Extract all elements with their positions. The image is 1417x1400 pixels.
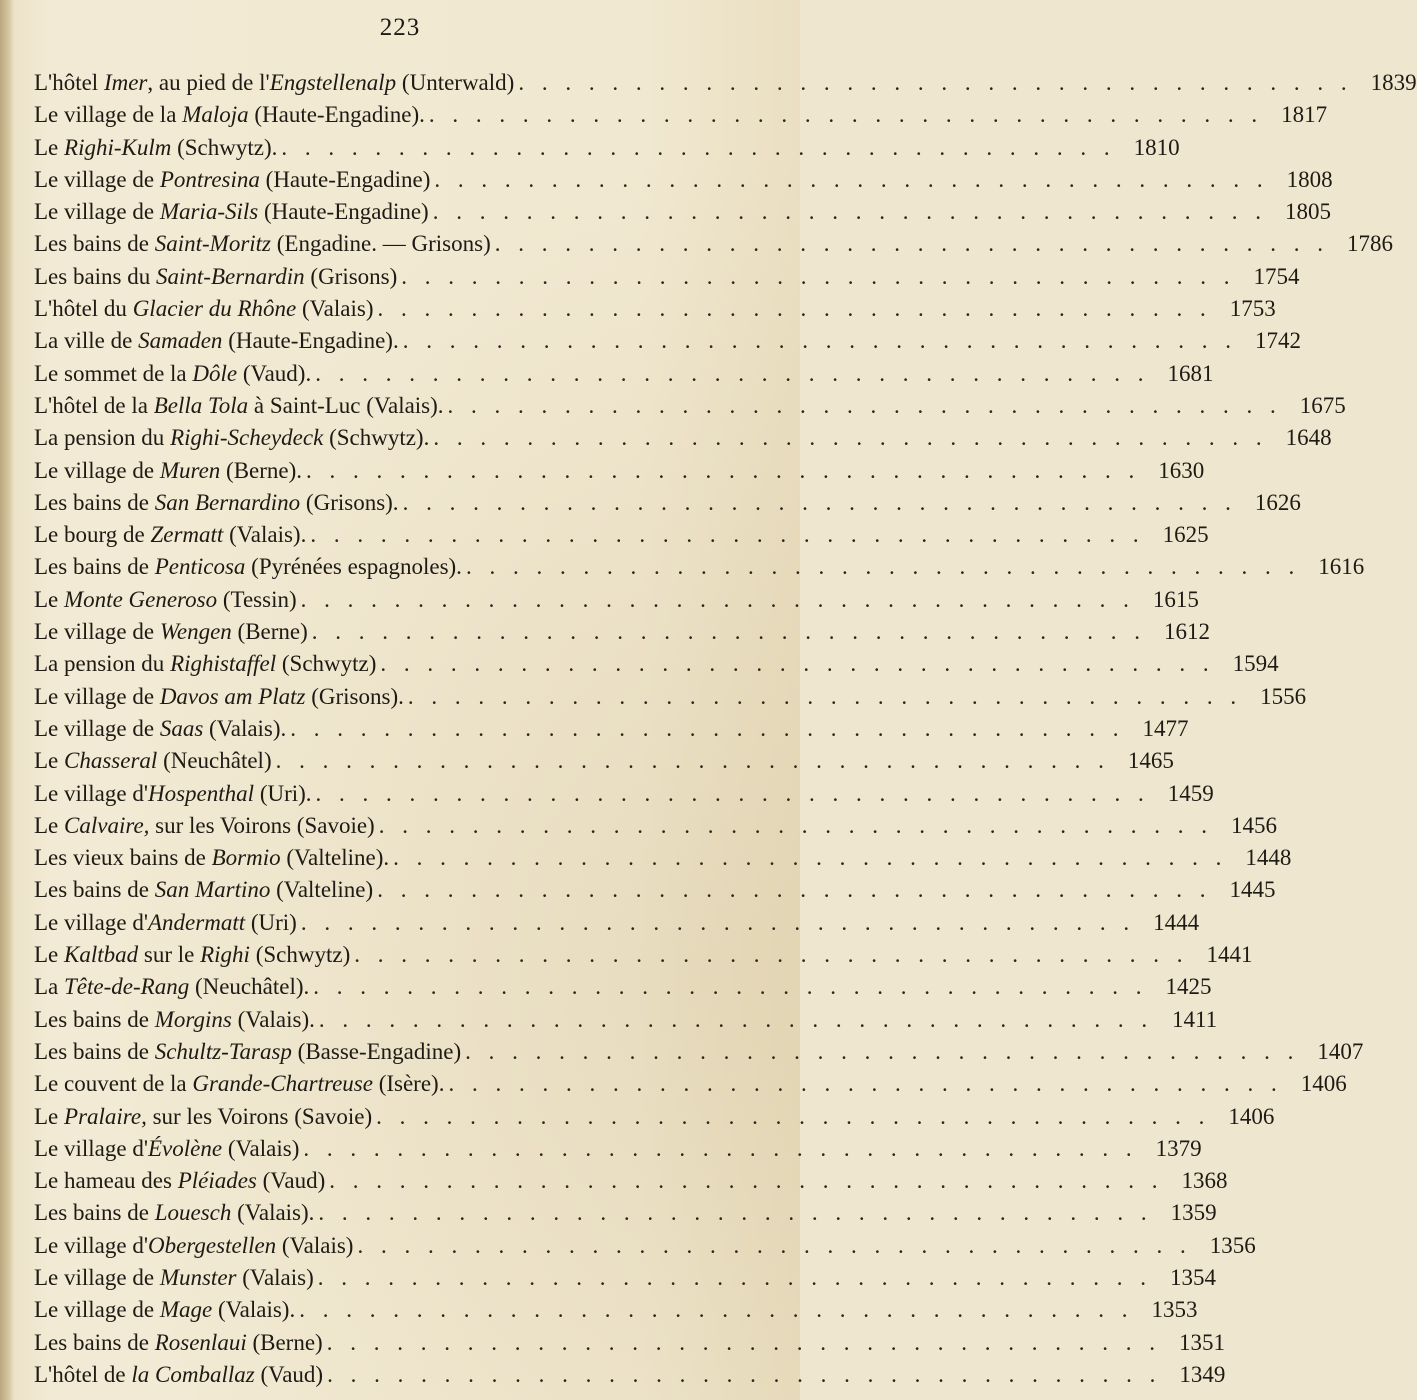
entry-text-segment: sur le <box>138 942 201 968</box>
list-item <box>34 842 1292 874</box>
entry-place-name: Pléiades <box>177 1168 257 1194</box>
entry-place-name: Saas <box>159 715 204 741</box>
entry-altitude: 1612 <box>1164 619 1211 645</box>
leader-dots: . . . . . . . . . . . . . . . . . . . . . . . . . . . . . . . . . . . . <box>310 522 1145 548</box>
leader-dots: . . . . . . . . . . . . . . . . . . . . . . . . . . . . . . . . . . . . <box>378 812 1213 838</box>
list-item <box>34 584 1199 616</box>
list-item <box>34 132 1180 164</box>
entry-altitude: 1351 <box>1178 1329 1225 1355</box>
list-item <box>34 519 1209 551</box>
list-item <box>34 455 1205 487</box>
entry-altitude: 1411 <box>1171 1006 1218 1032</box>
entry-text-segment: (Schwytz). <box>323 425 430 451</box>
entry-text-segment: Les vieux bains de <box>34 845 212 871</box>
entry-text <box>34 1133 299 1165</box>
entry-text <box>34 1068 444 1100</box>
entry-text-segment: (Berne). <box>220 457 303 483</box>
entry-text-segment: (Berne) <box>231 619 308 645</box>
entry-text-segment: La pension du <box>34 425 171 451</box>
entry-altitude: 1594 <box>1232 651 1279 677</box>
entry-altitude: 1754 <box>1253 263 1300 289</box>
entry-text <box>34 455 302 487</box>
entry-place-name: Morgins <box>154 1006 232 1032</box>
leader-dots: . . . . . . . . . . . . . . . . . . . . . . . . . . . . . . . . . . . . <box>448 1071 1283 1097</box>
leader-dots: . . . . . . . . . . . . . . . . . . . . . . . . . . . . . . . . . . . . <box>465 554 1301 580</box>
entry-text <box>34 1294 295 1326</box>
list-item <box>34 874 1276 906</box>
entry-text <box>34 293 373 325</box>
entry-text-segment: (Vaud). <box>237 360 312 386</box>
leader-dots: . . . . . . . . . . . . . . . . . . . . . . . . . . . . . . . . . . . . <box>317 1264 1153 1290</box>
entry-text <box>34 1359 323 1391</box>
entry-place-name: la Comballaz <box>131 1361 255 1387</box>
leader-dots: . . . . . . . . . . . . . . . . . . . . . . . . . . . . . . . . . . . . <box>402 489 1237 515</box>
entry-text-segment: Le village d' <box>34 780 148 806</box>
entry-altitude: 1556 <box>1260 683 1307 709</box>
entry-text-segment: Les bains de <box>34 1038 155 1064</box>
entry-place-name: Pontresina <box>159 166 260 192</box>
entry-altitude: 1456 <box>1230 812 1277 838</box>
entry-altitude: 1356 <box>1209 1232 1256 1258</box>
entry-place-name: Maloja <box>182 102 249 128</box>
entry-text-segment: (Grisons). <box>305 683 404 709</box>
leader-dots: . . . . . . . . . . . . . . . . . . . . . . . . . . . . . . . . . . . . <box>447 392 1282 418</box>
entry-place-name: Imer <box>103 70 148 95</box>
entry-altitude: 1349 <box>1179 1361 1226 1387</box>
entry-altitude: 1444 <box>1153 909 1200 935</box>
entry-altitude: 1407 <box>1317 1038 1364 1064</box>
entry-place-name: Davos am Platz <box>159 683 306 709</box>
entry-text <box>34 874 373 906</box>
entry-text-segment: Le <box>34 134 65 160</box>
list-item <box>34 422 1332 454</box>
entry-place-name: Hospenthal <box>148 780 255 806</box>
list-item <box>34 778 1214 810</box>
entry-text-segment: Le <box>34 748 65 774</box>
entry-altitude: 1615 <box>1152 586 1199 612</box>
entry-altitude: 1368 <box>1181 1168 1228 1194</box>
leader-dots: . . . . . . . . . . . . . . . . . . . . . . . . . . . . . . . . . . . . <box>354 942 1189 968</box>
entry-text-segment: (Vaud) <box>254 1361 324 1387</box>
leader-dots: . . . . . . . . . . . . . . . . . . . . . . . . . . . . . . . . . . . . <box>377 296 1212 322</box>
entry-text <box>34 810 375 842</box>
entry-place-name: Louesch <box>154 1200 232 1226</box>
entry-place-name: Righistaffel <box>170 651 277 677</box>
entry-text-segment: (Tessin) <box>217 586 297 612</box>
entry-altitude: 1459 <box>1167 780 1214 806</box>
leader-dots: . . . . . . . . . . . . . . . . . . . . . . . . . . . . . . . . . . . . <box>300 909 1136 935</box>
entry-text <box>34 1165 325 1197</box>
entry-text-segment: L'hôtel de <box>34 1361 132 1387</box>
list-item <box>34 713 1189 745</box>
entry-text <box>34 971 309 1003</box>
leader-dots: . . . . . . . . . . . . . . . . . . . . . . . . . . . . . . . . . . . . <box>393 845 1228 871</box>
entry-text-segment: (Haute-Engadine). <box>248 102 425 128</box>
entry-text-segment: Le village de <box>34 715 160 741</box>
entry-text-segment: Le village d' <box>34 1232 148 1258</box>
entry-altitude: 1379 <box>1155 1135 1202 1161</box>
entry-text-segment: (Uri). <box>254 780 312 806</box>
list-item <box>34 907 1200 939</box>
entry-altitude: 1808 <box>1286 166 1333 192</box>
leader-dots: . . . . . . . . . . . . . . . . . . . . . . . . . . . . . . . . . . . . <box>377 877 1212 903</box>
leader-dots: . . . . . . . . . . . . . . . . . . . . . . . . . . . . . . . . . . . . <box>401 263 1236 289</box>
entry-text <box>34 422 429 454</box>
leader-dots: . . . . . . . . . . . . . . . . . . . . . . . . . . . . . . . . . . . . <box>311 619 1147 645</box>
entry-text-segment: Le <box>34 586 65 612</box>
entry-text <box>34 390 444 422</box>
entry-text <box>34 1036 461 1068</box>
entry-altitude: 1354 <box>1170 1264 1217 1290</box>
list-item <box>34 390 1346 422</box>
leader-dots: . . . . . . . . . . . . . . . . . . . . . . . . . . . . . . . . . . . . <box>376 1103 1211 1129</box>
entry-place-name: Zermatt <box>150 522 224 548</box>
entry-place-name: Mage <box>159 1297 213 1323</box>
entry-altitude: 1681 <box>1167 360 1214 386</box>
entry-place-name: Obergestellen <box>148 1232 277 1258</box>
leader-dots: . . . . . . . . . . . . . . . . . . . . . . . . . . . . . . . . . . . . <box>518 70 1353 95</box>
entry-place-name: Andermatt <box>148 909 246 935</box>
entry-text-segment: Le village de la <box>34 102 183 128</box>
entry-text-segment: Le village de <box>34 1264 160 1290</box>
entry-text-segment: Le village de <box>34 199 160 225</box>
entry-place-name: Saint-Bernardin <box>156 263 305 289</box>
entry-text-segment: Les bains de <box>34 489 155 515</box>
leader-dots: . . . . . . . . . . . . . . . . . . . . . . . . . . . . . . . . . . . . <box>432 199 1267 225</box>
leader-dots: . . . . . . . . . . . . . . . . . . . . . . . . . . . . . . . . . . . . <box>306 457 1141 483</box>
entry-place-name: Bormio <box>211 845 281 871</box>
entry-text <box>34 1327 323 1359</box>
entry-place-name: Righi-Kulm <box>64 134 172 160</box>
entry-altitude: 1786 <box>1347 231 1393 257</box>
entry-text-segment: Le sommet de la <box>34 360 193 386</box>
leader-dots: . . . . . . . . . . . . . . . . . . . . . . . . . . . . . . . . . . . . <box>318 1006 1154 1032</box>
list-item <box>34 261 1300 293</box>
entry-text-segment: (Engadine. — Grisons) <box>271 231 491 257</box>
entry-text-segment: sur les Voirons (Savoie) <box>149 812 375 838</box>
list-item <box>34 196 1331 228</box>
entry-text-segment: (Valteline) <box>270 877 374 903</box>
entry-text <box>34 261 397 293</box>
entry-text-segment: (Valteline). <box>280 845 390 871</box>
entry-text <box>34 584 297 616</box>
entry-text <box>34 1197 314 1229</box>
entry-altitude: 1805 <box>1284 199 1331 225</box>
leader-dots: . . . . . . . . . . . . . . . . . . . . . . . . . . . . . . . . . . . . <box>275 748 1110 774</box>
entry-altitude: 1810 <box>1133 134 1180 160</box>
entry-text-segment: Le hameau des <box>34 1168 178 1194</box>
list-item <box>34 1165 1228 1197</box>
entry-text-segment: La <box>34 974 65 1000</box>
entry-text-segment: Les bains de <box>34 554 155 580</box>
list-item <box>34 648 1279 680</box>
leader-dots: . . . . . . . . . . . . . . . . . . . . . . . . . . . . . . . . . . . . <box>290 715 1125 741</box>
entry-text-segment: sur les Voirons (Savoie) <box>146 1103 373 1129</box>
entry-text <box>34 907 297 939</box>
list-item <box>34 1004 1218 1036</box>
entry-text <box>34 648 376 680</box>
list-item <box>34 810 1277 842</box>
list-item <box>34 1101 1275 1133</box>
entry-text-segment: (Uri) <box>245 909 297 935</box>
list-item <box>34 164 1333 196</box>
entry-text <box>34 358 311 390</box>
list-item <box>34 325 1301 357</box>
entry-text <box>34 228 491 260</box>
entry-text-segment: (Haute-Engadine) <box>258 199 429 225</box>
entry-place-name: Righi <box>200 942 250 968</box>
entry-text-segment: Le <box>34 942 65 968</box>
entry-altitude: 1477 <box>1142 715 1189 741</box>
entry-text-segment: (Unterwald) <box>396 70 515 95</box>
entry-text-segment: (Vaud) <box>256 1168 326 1194</box>
entry-place-name: Engstellenalp <box>269 70 397 95</box>
entry-place-name: Pralaire, <box>64 1103 147 1129</box>
entry-text-segment: , au pied de l' <box>147 70 270 95</box>
entry-altitude: 1625 <box>1162 522 1209 548</box>
entry-place-name: Tête-de-Rang <box>64 974 190 1000</box>
entry-place-name: Monte Generoso <box>64 586 218 612</box>
entry-place-name: Saint-Moritz <box>154 231 271 257</box>
entry-altitude: 1465 <box>1127 748 1174 774</box>
entry-text <box>34 1101 372 1133</box>
entry-altitude: 1839 <box>1370 70 1417 95</box>
entry-text-segment: (Berne) <box>246 1329 323 1355</box>
entry-text-segment: (Isère). <box>372 1071 445 1097</box>
book-spine-shadow <box>0 0 14 1400</box>
entry-text-segment: (Grisons) <box>304 263 398 289</box>
entry-text-segment: Le village de <box>34 683 160 709</box>
leader-dots: . . . . . . . . . . . . . . . . . . . . . . . . . . . . . . . . . . . . <box>433 425 1268 451</box>
list-item <box>34 228 1393 260</box>
entry-text-segment: Le village de <box>34 1297 160 1323</box>
entry-text <box>34 196 429 228</box>
list-item <box>34 1262 1217 1294</box>
entry-text-segment: Le <box>34 812 65 838</box>
leader-dots: . . . . . . . . . . . . . . . . . . . . . . . . . . . . . . . . . . . . <box>407 683 1243 709</box>
entry-text-segment: (Schwytz) <box>249 942 351 968</box>
entry-text-segment: (Pyrénées espagnoles). <box>245 554 462 580</box>
entry-altitude: 1817 <box>1281 102 1328 128</box>
entry-text-segment: L'hôtel du <box>34 296 133 322</box>
entry-text-segment: (Valais). <box>223 522 307 548</box>
entry-text-segment: La ville de <box>34 328 139 354</box>
entry-text-segment: (Valais) <box>236 1264 314 1290</box>
list-item <box>34 1230 1256 1262</box>
entry-text <box>34 1230 353 1262</box>
list-item <box>34 745 1174 777</box>
entry-place-name: Schultz-Tarasp <box>154 1038 292 1064</box>
entry-place-name: Righi-Scheydeck <box>170 425 324 451</box>
list-item <box>34 681 1307 713</box>
list-item <box>34 99 1328 131</box>
list-item <box>34 551 1365 583</box>
entry-altitude: 1448 <box>1245 845 1292 871</box>
entry-place-name: Wengen <box>159 619 232 645</box>
entry-text-segment: Les bains de <box>34 1006 155 1032</box>
list-item <box>34 616 1211 648</box>
entry-text-segment: Le <box>34 1103 65 1129</box>
entry-text-segment: L'hôtel de la <box>34 392 154 418</box>
entry-place-name: San Martino <box>154 877 271 903</box>
leader-dots: . . . . . . . . . . . . . . . . . . . . . . . . . . . . . . . . . . . . <box>329 1168 1164 1194</box>
list-item <box>34 1068 1347 1100</box>
entry-text-segment: Les bains de <box>34 1200 155 1226</box>
list-item <box>34 1294 1198 1326</box>
entry-altitude: 1616 <box>1318 554 1365 580</box>
entry-text <box>34 67 514 99</box>
entry-text-segment: Les bains de <box>34 1329 155 1355</box>
entry-text-segment: (Valais). <box>231 1006 315 1032</box>
entry-text-segment: Le village de <box>34 619 160 645</box>
entry-text-segment: à Saint-Luc (Valais). <box>248 392 444 418</box>
list-item <box>34 67 1417 99</box>
altitude-list <box>34 67 1417 1391</box>
entry-place-name: Glacier du Rhône <box>132 296 297 322</box>
entry-text <box>34 1004 315 1036</box>
leader-dots: . . . . . . . . . . . . . . . . . . . . . . . . . . . . . . . . . . . . <box>327 1361 1162 1387</box>
entry-place-name: Kaltbad <box>64 942 139 968</box>
list-item <box>34 358 1214 390</box>
entry-text <box>34 745 272 777</box>
leader-dots: . . . . . . . . . . . . . . . . . . . . . . . . . . . . . . . . . . . . <box>299 1297 1134 1323</box>
list-item <box>34 487 1301 519</box>
entry-text <box>34 616 308 648</box>
entry-altitude: 1626 <box>1254 489 1301 515</box>
leader-dots: . . . . . . . . . . . . . . . . . . . . . . . . . . . . . . . . . . . . <box>326 1329 1161 1355</box>
leader-dots: . . . . . . . . . . . . . . . . . . . . . . . . . . . . . . . . . . . . <box>315 780 1150 806</box>
entry-text-segment: (Valais). <box>212 1297 296 1323</box>
entry-text-segment: Le couvent de la <box>34 1071 193 1097</box>
entry-text-segment: (Neuchâtel) <box>157 748 272 774</box>
entry-text <box>34 713 286 745</box>
entry-text-segment: (Schwytz). <box>171 134 278 160</box>
entry-altitude: 1675 <box>1299 392 1346 418</box>
entry-text <box>34 325 399 357</box>
leader-dots: . . . . . . . . . . . . . . . . . . . . . . . . . . . . . . . . . . . . <box>402 328 1237 354</box>
entry-altitude: 1753 <box>1229 296 1276 322</box>
entry-text <box>34 778 312 810</box>
entry-text-segment: (Neuchâtel). <box>189 974 310 1000</box>
entry-text-segment: (Haute-Engadine) <box>259 166 431 192</box>
entry-text-segment: (Valais) <box>222 1135 300 1161</box>
entry-place-name: Chasseral <box>64 748 158 774</box>
leader-dots: . . . . . . . . . . . . . . . . . . . . . . . . . . . . . . . . . . . . <box>428 102 1264 128</box>
page-number: 223 <box>379 14 421 41</box>
entry-text-segment: Les bains du <box>34 263 157 289</box>
entry-place-name: Calvaire, <box>64 812 150 838</box>
leader-dots: . . . . . . . . . . . . . . . . . . . . . . . . . . . . . . . . . . . . <box>313 974 1148 1000</box>
entry-text-segment: Le village de <box>34 166 160 192</box>
leader-dots: . . . . . . . . . . . . . . . . . . . . . . . . . . . . . . . . . . . . <box>357 1232 1192 1258</box>
entry-text-segment: Le village de <box>34 457 160 483</box>
list-item <box>34 1197 1217 1229</box>
leader-dots: . . . . . . . . . . . . . . . . . . . . . . . . . . . . . . . . . . . . <box>494 231 1329 257</box>
leader-dots: . . . . . . . . . . . . . . . . . . . . . . . . . . . . . . . . . . . . <box>300 586 1135 612</box>
entry-text <box>34 519 306 551</box>
entry-place-name: Muren <box>159 457 221 483</box>
entry-altitude: 1742 <box>1254 328 1301 354</box>
entry-text-segment: Les bains de <box>34 231 155 257</box>
list-item <box>34 1133 1202 1165</box>
leader-dots: . . . . . . . . . . . . . . . . . . . . . . . . . . . . . . . . . . . . <box>380 651 1215 677</box>
entry-altitude: 1425 <box>1165 974 1212 1000</box>
leader-dots: . . . . . . . . . . . . . . . . . . . . . . . . . . . . . . . . . . . . <box>303 1135 1138 1161</box>
entry-text-segment: La pension du <box>34 651 171 677</box>
entry-altitude: 1406 <box>1228 1103 1275 1129</box>
entry-altitude: 1630 <box>1158 457 1205 483</box>
leader-dots: . . . . . . . . . . . . . . . . . . . . . . . . . . . . . . . . . . . . <box>465 1038 1300 1064</box>
entry-text <box>34 551 462 583</box>
entry-text <box>34 487 399 519</box>
entry-text-segment: (Haute-Engadine). <box>222 328 399 354</box>
list-item <box>34 293 1276 325</box>
leader-dots: . . . . . . . . . . . . . . . . . . . . . . . . . . . . . . . . . . . . <box>281 134 1116 160</box>
entry-text <box>34 842 389 874</box>
entry-text-segment: (Valais). <box>231 1200 315 1226</box>
entry-altitude: 1353 <box>1151 1297 1198 1323</box>
entry-text-segment: (Grisons). <box>300 489 399 515</box>
entry-altitude: 1359 <box>1170 1200 1217 1226</box>
entry-place-name: Dôle <box>192 360 238 386</box>
entry-text-segment: Les bains de <box>34 877 155 903</box>
entry-altitude: 1441 <box>1206 942 1253 968</box>
entry-place-name: Évolène <box>148 1135 223 1161</box>
entry-altitude: 1648 <box>1285 425 1332 451</box>
entry-place-name: Bella Tola <box>153 392 249 418</box>
entry-text-segment: (Valais) <box>296 296 374 322</box>
entry-text <box>34 164 430 196</box>
entry-text-segment: L'hôtel <box>34 70 104 95</box>
entry-place-name: Rosenlaui <box>154 1329 247 1355</box>
entry-text <box>34 939 350 971</box>
entry-text <box>34 681 404 713</box>
entry-text <box>34 132 277 164</box>
entry-text-segment: (Valais). <box>203 715 287 741</box>
entry-text-segment: (Schwytz) <box>276 651 377 677</box>
entry-place-name: Penticosa <box>154 554 246 580</box>
leader-dots: . . . . . . . . . . . . . . . . . . . . . . . . . . . . . . . . . . . . <box>434 166 1269 192</box>
list-item <box>34 1036 1364 1068</box>
list-item <box>34 971 1212 1003</box>
entry-text-segment: (Valais) <box>276 1232 354 1258</box>
list-item <box>34 939 1253 971</box>
entry-text <box>34 1262 314 1294</box>
entry-place-name: Grande-Chartreuse <box>192 1071 373 1097</box>
leader-dots: . . . . . . . . . . . . . . . . . . . . . . . . . . . . . . . . . . . . <box>318 1200 1153 1226</box>
entry-place-name: San Bernardino <box>154 489 301 515</box>
entry-place-name: Munster <box>159 1264 237 1290</box>
leader-dots: . . . . . . . . . . . . . . . . . . . . . . . . . . . . . . . . . . . . <box>315 360 1150 386</box>
entry-place-name: Samaden <box>138 328 223 354</box>
entry-text-segment: (Basse-Engadine) <box>291 1038 462 1064</box>
entry-text-segment: Le bourg de <box>34 522 151 548</box>
entry-altitude: 1445 <box>1229 877 1276 903</box>
entry-altitude: 1406 <box>1300 1071 1347 1097</box>
entry-text-segment: Le village d' <box>34 1135 148 1161</box>
entry-text <box>34 99 425 131</box>
list-item <box>34 1359 1226 1391</box>
list-item <box>34 1327 1225 1359</box>
entry-text-segment: Le village d' <box>34 909 148 935</box>
entry-place-name: Maria-Sils <box>159 199 259 225</box>
